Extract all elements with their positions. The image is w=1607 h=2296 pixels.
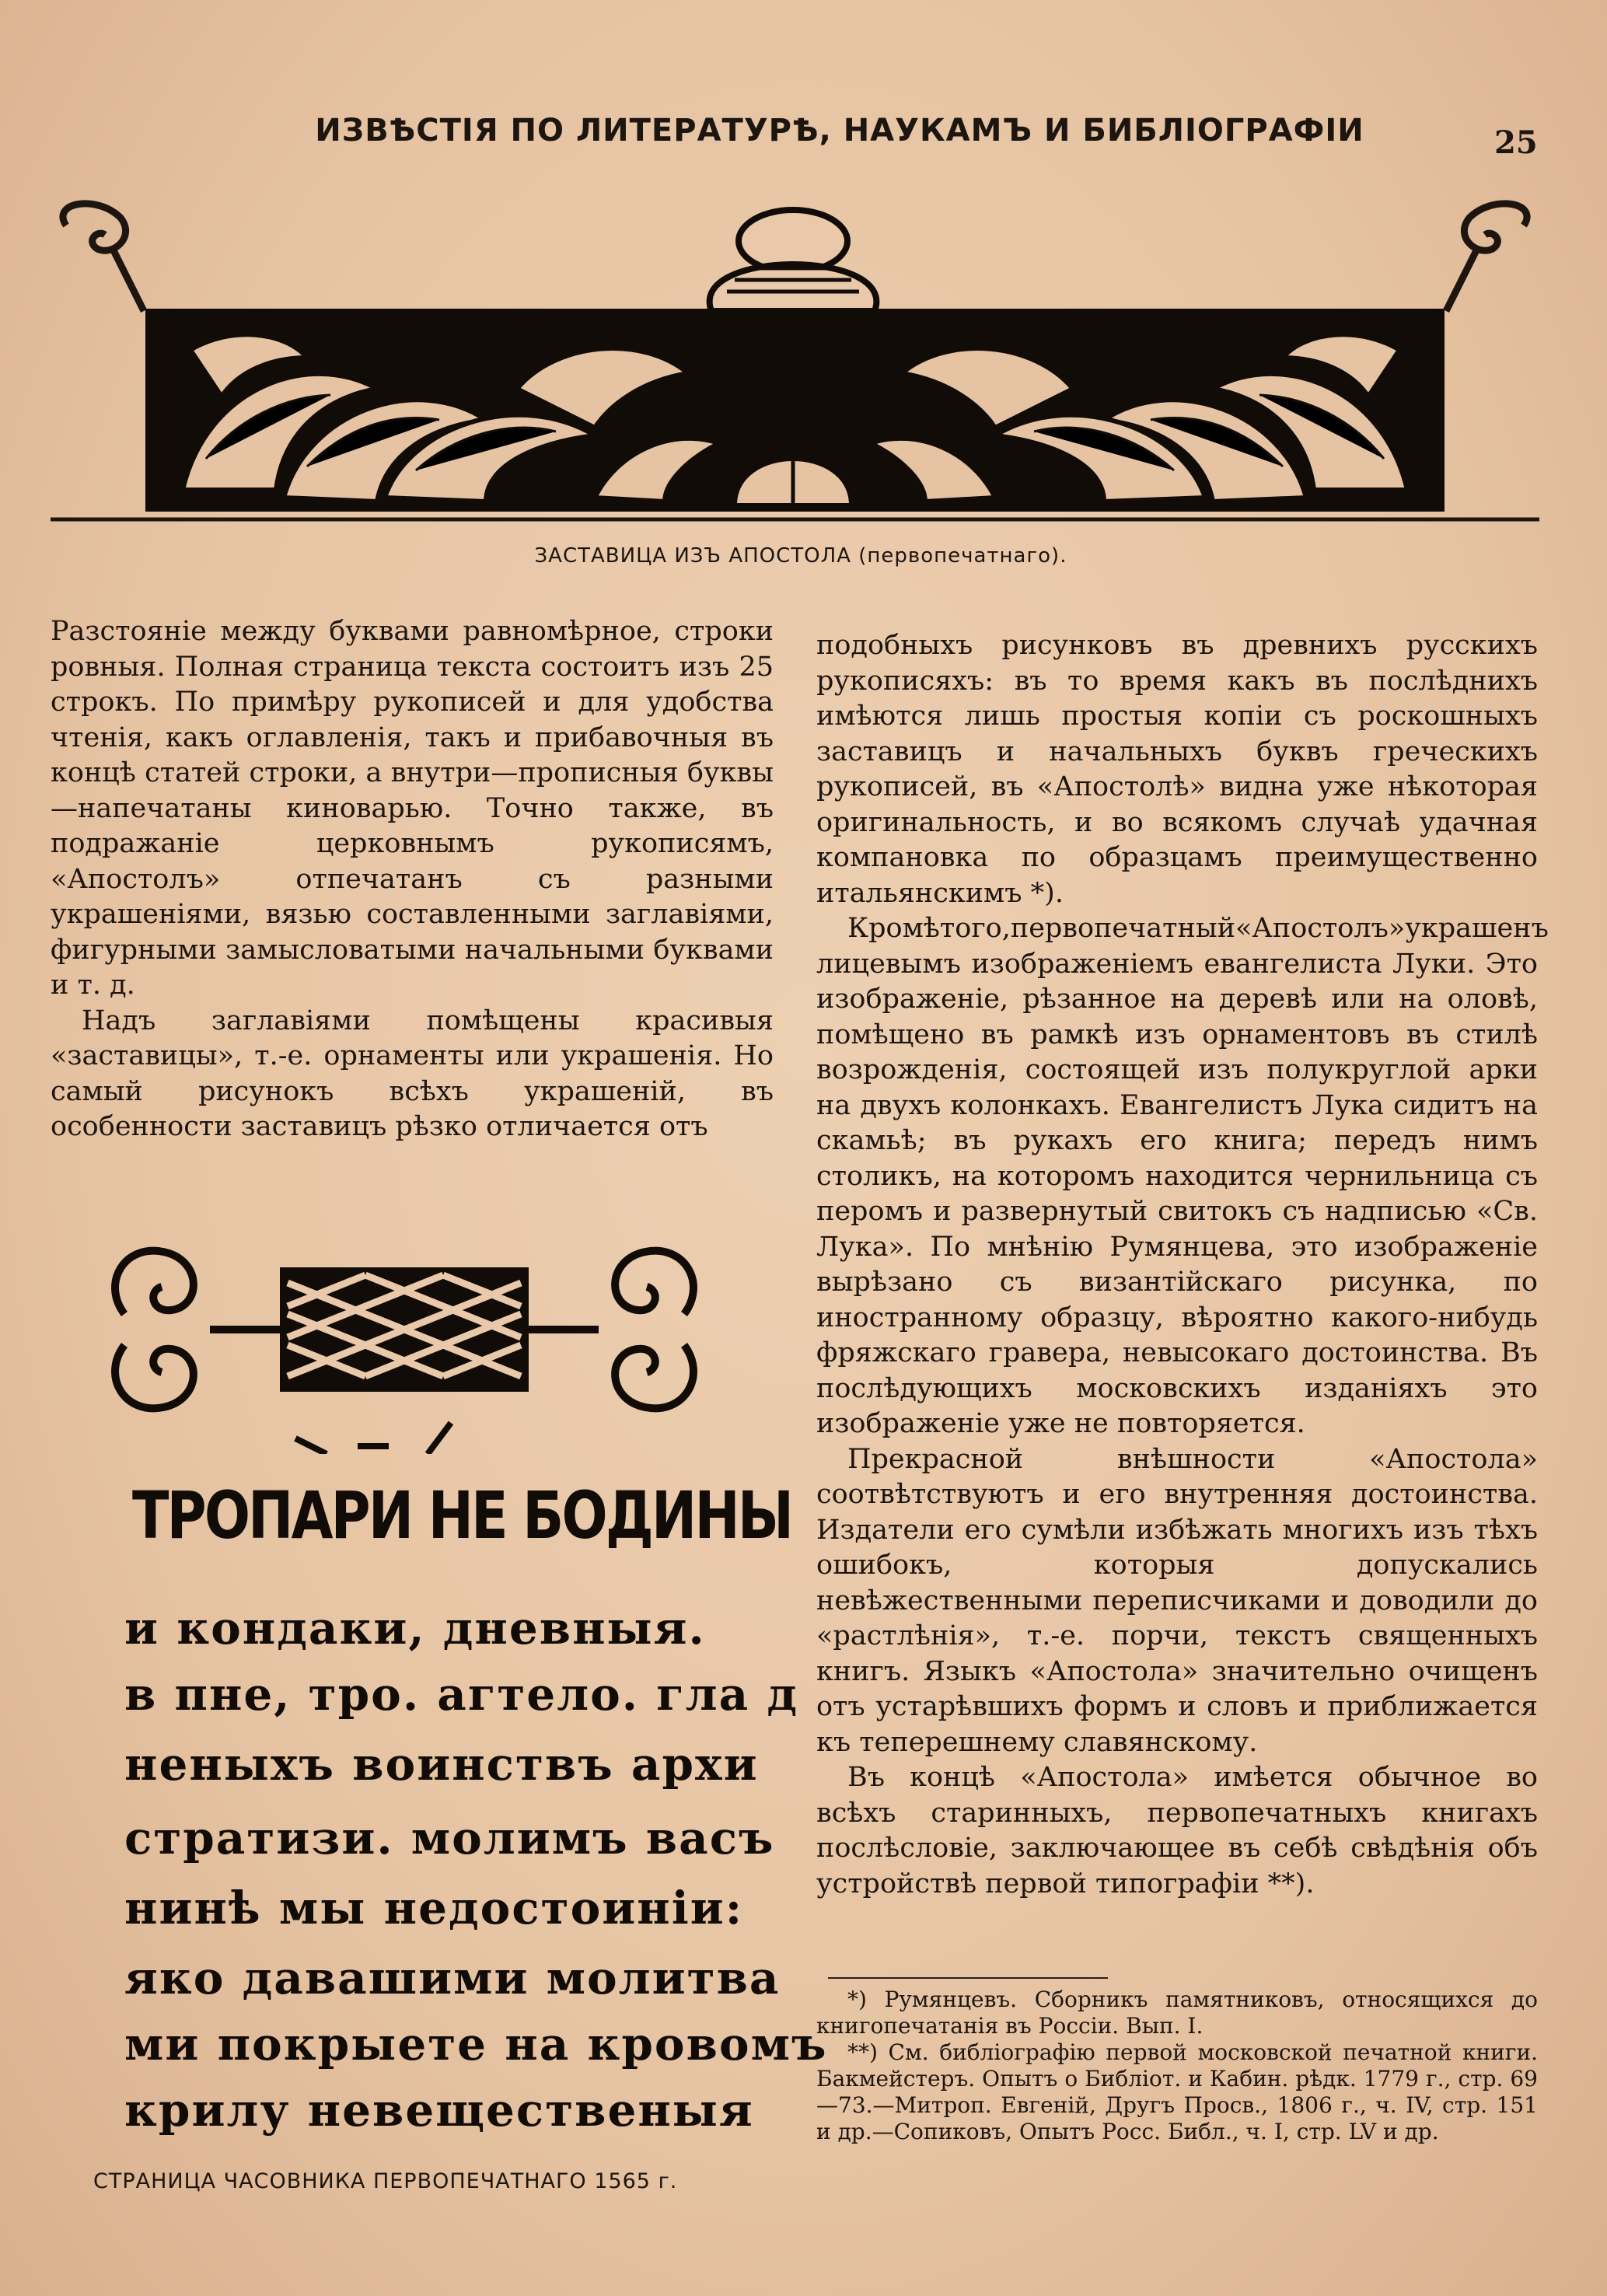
footnote-2: **) См. библіографію первой московской печатной книги. Бакмейстеръ. Опытъ о Библіот. и Кабин. рѣдк. 1779 г., стр. 69—73.—Митроп. Евгеній, Другъ Просв., 1806 г., ч. IV, стр. 151 и др.—Сопиковъ, Опытъ Росс. Библ., ч. I, стр. LV и др. — [816, 2039, 1538, 2144]
right-paragraph-1: подобныхъ рисунковъ въ древнихъ русскихъ рукописяхъ: въ то время какъ въ послѣднихъ имѣются лишь простыя копіи съ роскошныхъ заставицъ и начальныхъ буквъ греческихъ рукописей, въ «Апостолѣ» видна уже нѣкоторая оригинальность, и во всякомъ случаѣ удачная компановка по образцамъ преимущественно итальянскимъ *). — [816, 630, 1538, 909]
right-column — [816, 628, 1549, 1902]
right-paragraph-4: Въ концѣ «Апостола» имѣется обычное во всѣхъ старинныхъ, первопечатныхъ книгахъ послѣсловіе, заключающее въ себѣ свѣдѣнія объ устройствѣ первой типографіи **). — [816, 1762, 1538, 1899]
illustration-line-8: крилу невещественыя — [124, 2084, 754, 2137]
footnotes — [816, 1987, 1538, 2145]
left-column — [51, 614, 774, 1145]
illustration-caption: СТРАНИЦА ЧАСОВНИКА ПЕРВОПЕЧАТНАГО 1565 г. — [93, 2169, 678, 2193]
running-head: ИЗВѢСТІЯ ПО ЛИТЕРАТУРѢ, НАУКАМЪ И БИБЛІОГРАФІИ — [315, 113, 1364, 149]
interlace-ornament — [93, 1221, 715, 1454]
headpiece-ornament-graphic — [51, 194, 1539, 529]
right-paragraph-2: Кромѣтого,первопечатный«Апостолъ»украшенъ лицевымъ изображеніемъ евангелиста Луки. Это изображеніе, рѣзанное на деревѣ или на оловѣ, помѣщено въ рамкѣ изъ орнаментовъ въ стилѣ возрожденія, состоящей изъ полукруглой арки на двухъ колонкахъ. Евангелистъ Лука сидитъ на скамьѣ; въ рукахъ его книга; передъ нимъ столикъ, на которомъ находится чернильница съ перомъ и развернутый свитокъ съ надписью «Св. Лука». По мнѣнію Румянцева, это изображеніе вырѣзано съ византійскаго рисунка, по иностранному образцу, вѣроятно какого-нибудь фряжскаго гравера, невысокаго достоинства. Въ послѣдующихъ московскихъ изданіяхъ это изображеніе уже не повторяется. — [816, 913, 1549, 1439]
illustration-title: ТРОПАРИ НЕ БОДИНЫ — [132, 1477, 792, 1553]
chasovnik-illustration — [93, 1221, 828, 2138]
illustration-line-7: ми покрыете на кровомъ — [124, 2018, 828, 2071]
headpiece-ornament — [51, 194, 1539, 529]
page-number: 25 — [1494, 124, 1538, 161]
illustration-line-1: и кондаки, дневныя. — [124, 1602, 706, 1655]
footnote-1: *) Румянцевъ. Сборникъ памятниковъ, относящихся до книгопечатанія въ Россіи. Вып. I. — [816, 1987, 1538, 2039]
illustration-line-2: в пне, тро. агтело. гла д — [124, 1668, 799, 1721]
illustration-line-3: неныхъ воинствъ архи — [124, 1738, 759, 1791]
left-paragraph-2: Надъ заглавіями помѣщены красивыя «заставицы», т.-е. орнаменты или украшенія. Но самый рисунокъ всѣхъ украшеній, въ особенности заставицъ рѣзко отличается отъ — [51, 1005, 774, 1142]
illustration-line-4: стратизи. молимъ васъ — [124, 1812, 775, 1864]
headpiece-caption: ЗАСТАВИЦА ИЗЪ АПОСТОЛА (первопечатнаго). — [534, 544, 1067, 568]
illustration-line-6: яко давашими молитва — [124, 1952, 781, 2004]
left-paragraph-1: Разстояніе между буквами равномѣрное, строки ровныя. Полная страница текста состоитъ изъ 25 строкъ. По примѣру рукописей и для удобства чтенія, какъ оглавленія, такъ и прибавочныя въ концѣ статей строки, а внутри—прописныя буквы—напечатаны киноварью. Точно также, въ подражаніе церковнымъ рукописямъ, «Апостолъ» отпечатанъ съ разными украшеніями, вязью составленными заглавіями, фигурными замысловатыми начальными буквами и т. д. — [51, 616, 774, 1001]
illustration-line-5: нинѣ мы недостоиніи: — [124, 1882, 744, 1934]
right-paragraph-3: Прекрасной внѣшности «Апостола» соотвѣтствуютъ и его внутренняя достоинства. Издатели его сумѣли избѣжать многихъ изъ тѣхъ ошибокъ, которыя допускались невѣжественными переписчиками и доводили до «растлѣнія», т.-е. порчи, текстъ священныхъ книгъ. Языкъ «Апостола» значительно очищенъ отъ устарѣвшихъ формъ и словъ и приближается къ теперешнему славянскому. — [816, 1443, 1538, 1758]
footnote-divider — [828, 1977, 1108, 1979]
